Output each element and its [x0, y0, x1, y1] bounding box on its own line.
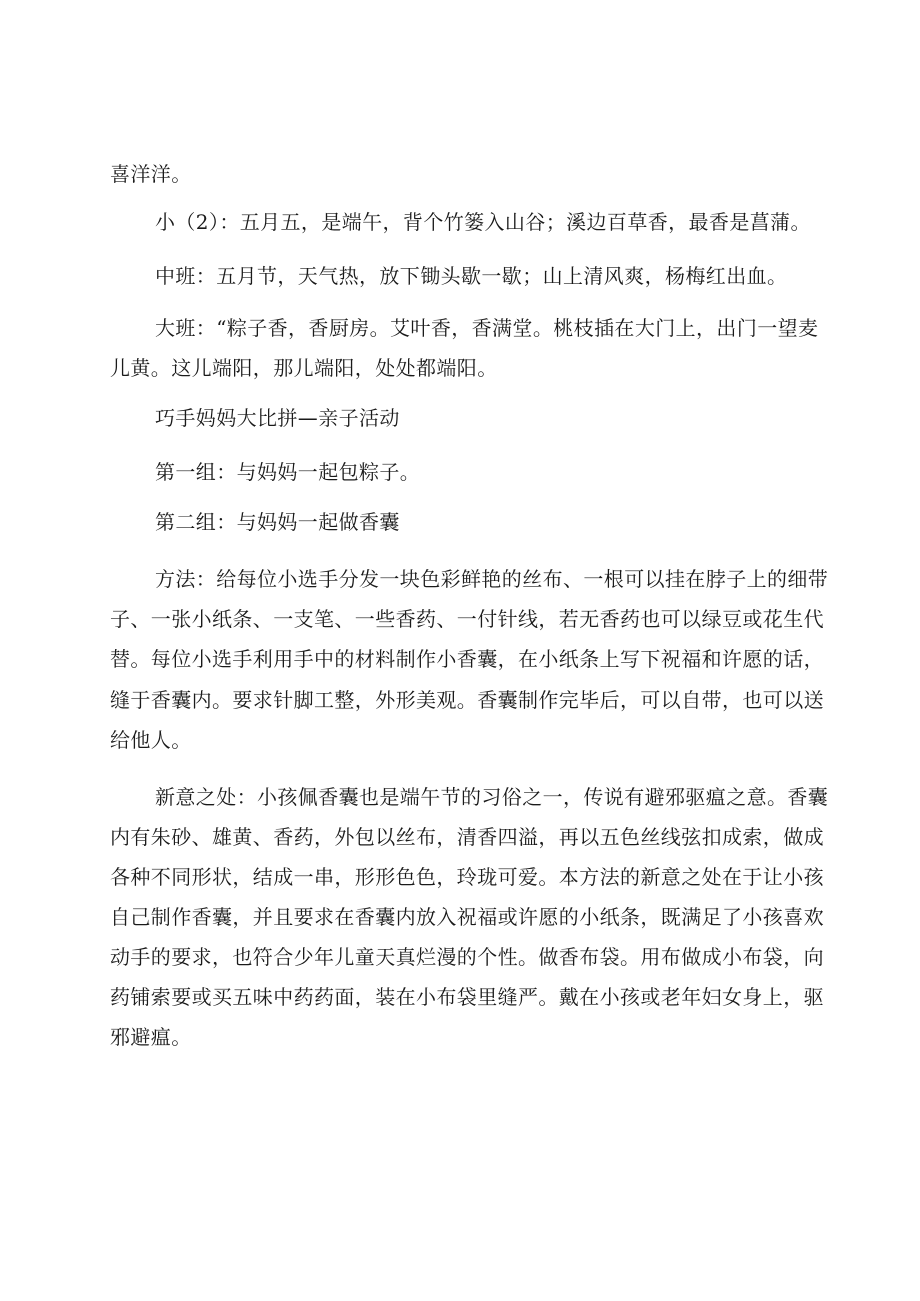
paragraph-line: 缝于香囊内。要求针脚工整，外形美观。香囊制作完毕后，可以自带，也可以送: [110, 688, 824, 712]
paragraph-line: 大班：“粽子香，香厨房。艾叶香，香满堂。桃枝插在大门上，出门一望麦: [155, 316, 819, 340]
paragraph-line: 邪避瘟。: [110, 1025, 192, 1049]
paragraph-line: 中班：五月节，天气热，放下锄头歇一歇；山上清风爽，杨梅红出血。: [155, 264, 788, 288]
paragraph-line: 新意之处：小孩佩香囊也是端午节的习俗之一，传说有避邪驱瘟之意。香囊: [155, 785, 829, 809]
paragraph-line: 方法：给每位小选手分发一块色彩鲜艳的丝布、一根可以挂在脖子上的细带: [155, 567, 829, 591]
paragraph-line: 各种不同形状，结成一串，形形色色，玲珑可爱。本方法的新意之处在于让小孩: [110, 865, 824, 889]
paragraph-line: 内有朱砂、雄黄、香药，外包以丝布，清香四溢，再以五色丝线弦扣成索，做成: [110, 825, 824, 849]
paragraph-line: 子、一张小纸条、一支笔、一些香药、一付针线，若无香药也可以绿豆或花生代: [110, 607, 824, 631]
paragraph-line: 动手的要求，也符合少年儿童天真烂漫的个性。做香布袋。用布做成小布袋，向: [110, 945, 824, 969]
paragraph-line: 药铺索要或买五味中药药面，装在小布袋里缝严。戴在小孩或老年妇女身上，驱: [110, 985, 824, 1009]
section-heading: 巧手妈妈大比拼—亲子活动: [155, 406, 400, 430]
paragraph-line: 替。每位小选手利用手中的材料制作小香囊，在小纸条上写下祝福和许愿的话，: [110, 647, 824, 671]
paragraph-line: 儿黄。这儿端阳，那儿端阳，处处都端阳。: [110, 356, 498, 380]
paragraph-line: 小（2）：五月五，是端午，背个竹篓入山谷；溪边百草香，最香是菖蒲。: [155, 210, 811, 234]
paragraph-line: 自己制作香囊，并且要求在香囊内放入祝福或许愿的小纸条，既满足了小孩喜欢: [110, 905, 824, 929]
paragraph-line: 第一组：与妈妈一起包粽子。: [155, 460, 421, 484]
paragraph-line: 给他人。: [110, 728, 192, 752]
paragraph-line: 喜洋洋。: [110, 162, 192, 186]
paragraph-line: 第二组：与妈妈一起做香囊: [155, 510, 400, 534]
